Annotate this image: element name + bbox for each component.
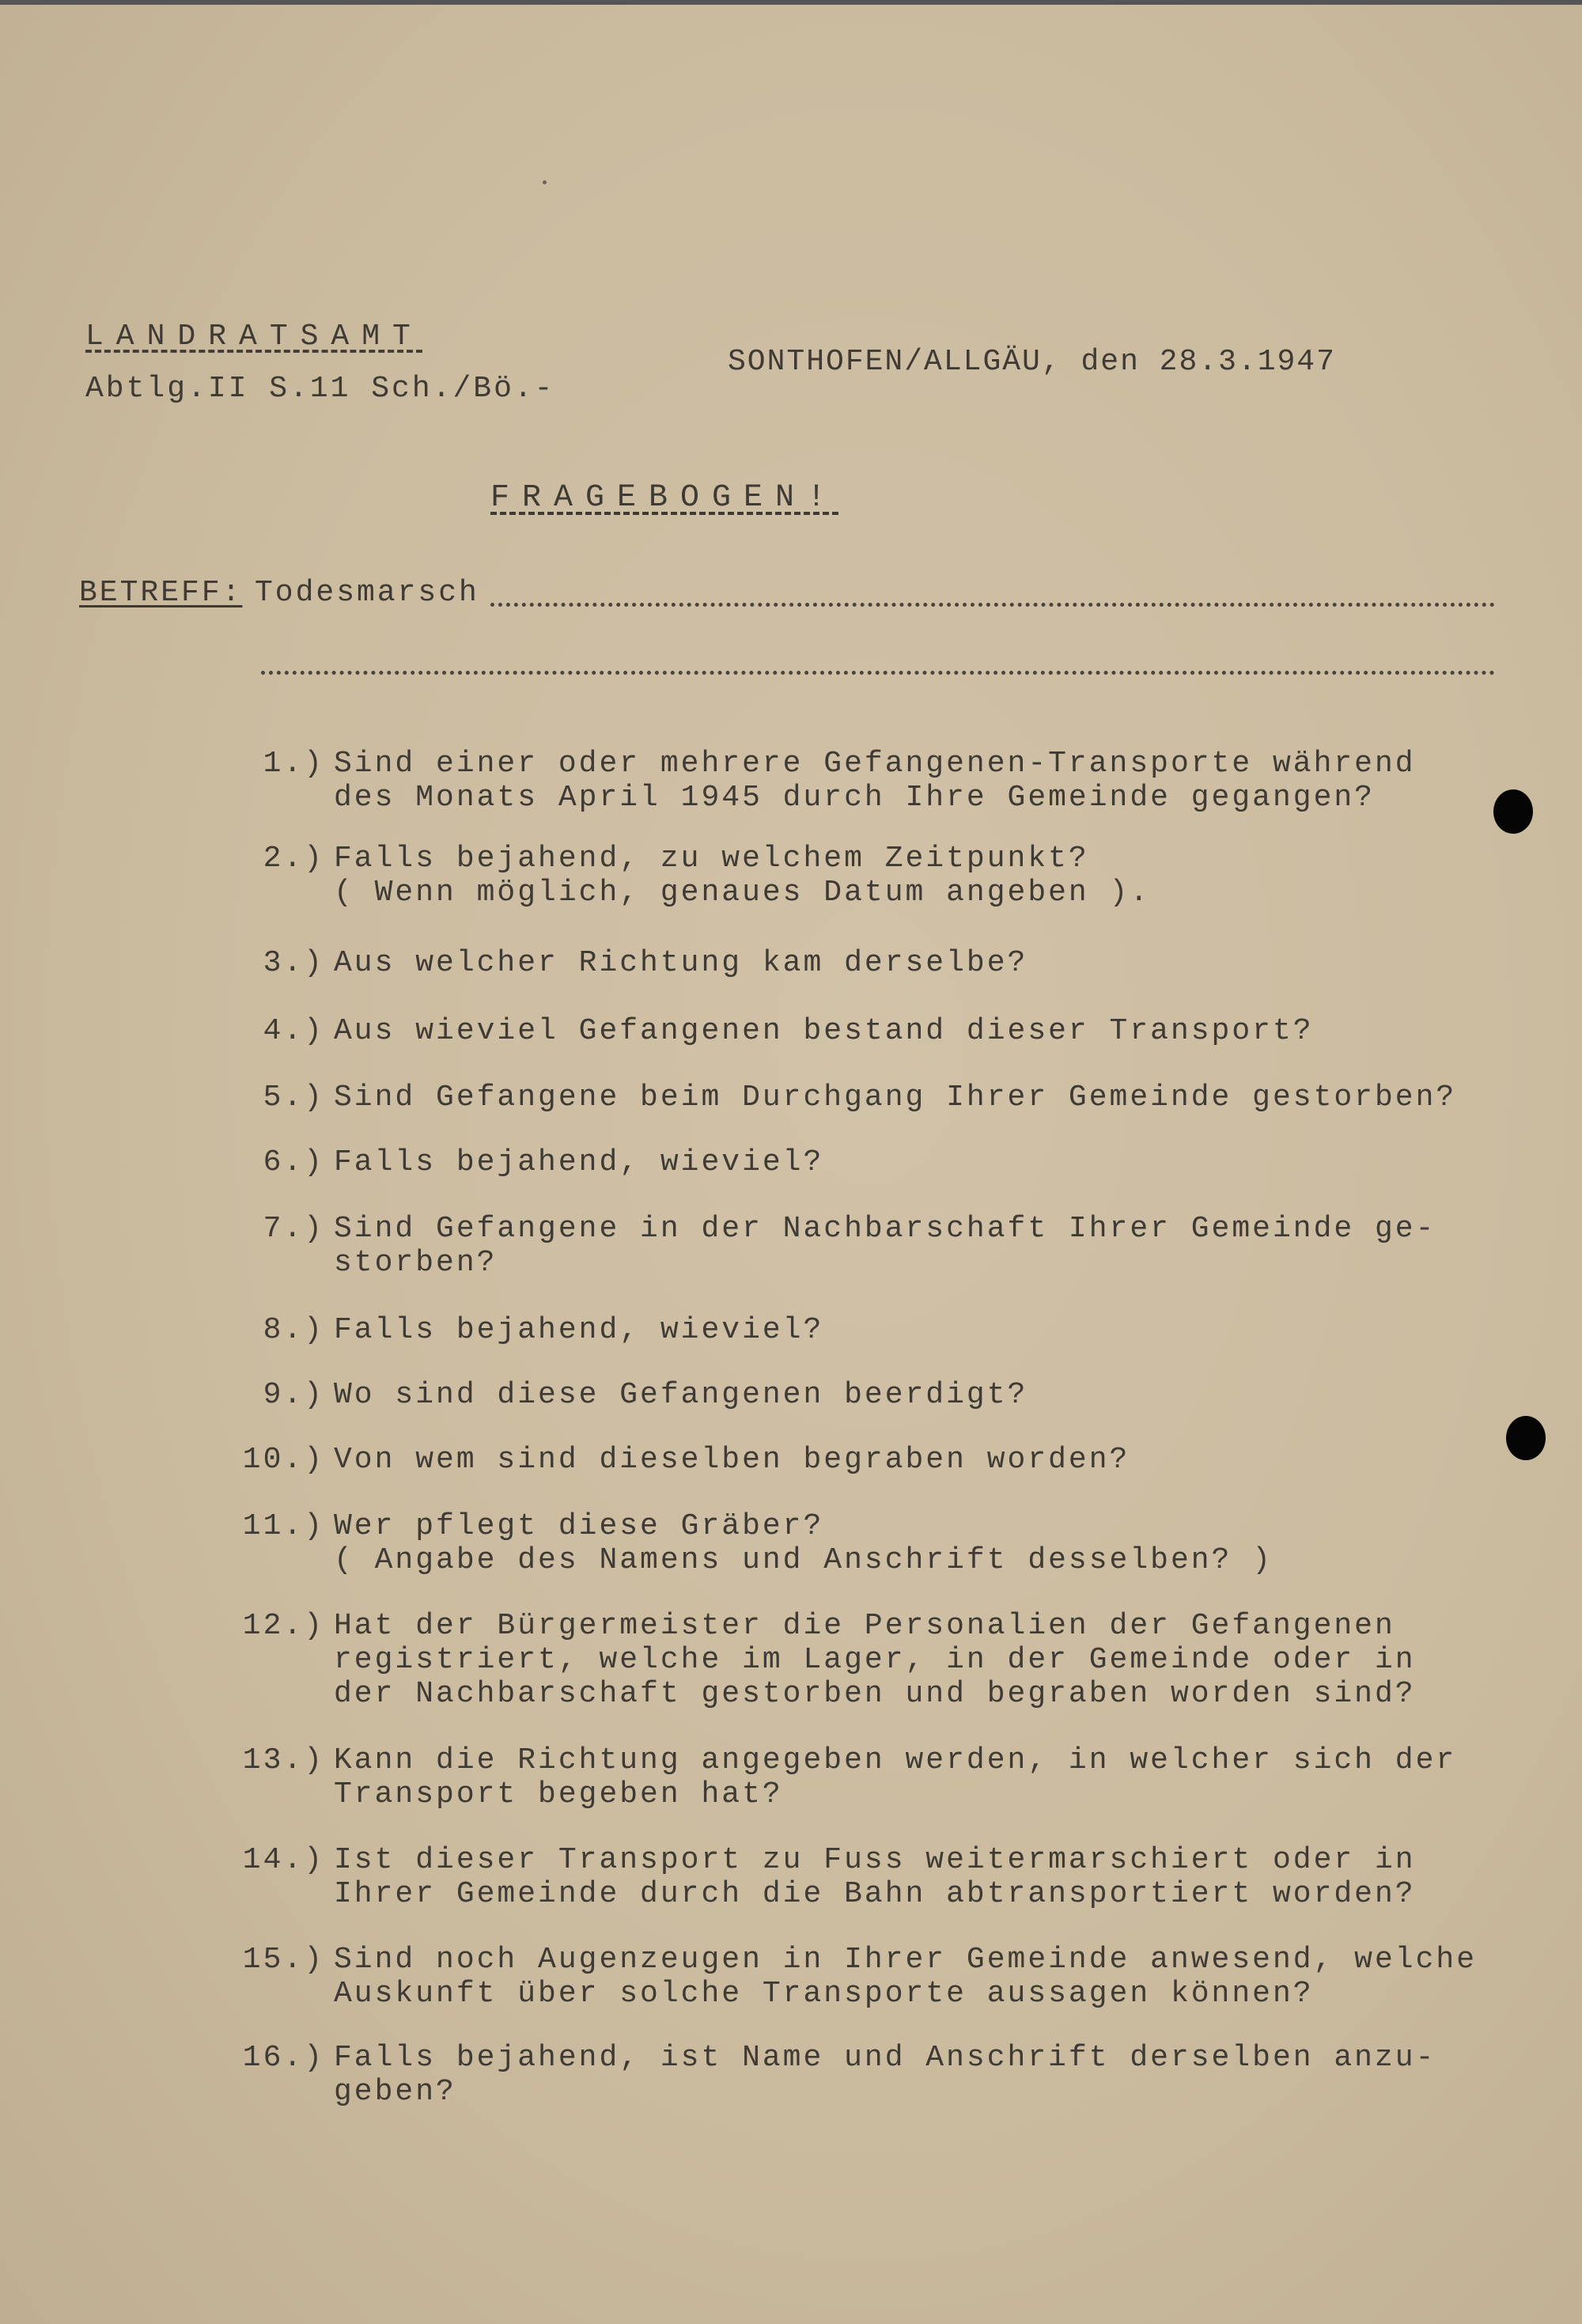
question-text: Von wem sind dieselben begraben worden? [334, 1443, 1130, 1477]
page-top-edge [0, 0, 1582, 5]
question-text: Sind einer oder mehrere Gefangenen-Transporte während des Monats April 1945 durch Ihre Gemeinde gegangen? [334, 747, 1416, 815]
form-title: FRAGEBOGEN! [490, 480, 839, 516]
question-number: 5.) [263, 1081, 324, 1115]
question-text: Falls bejahend, wieviel? [334, 1313, 824, 1347]
question-text: Falls bejahend, zu welchem Zeitpunkt? ( Wenn möglich, genaues Datum angeben ). [334, 842, 1151, 910]
question-number: 3.) [263, 946, 324, 980]
subject-fill-line [490, 603, 1495, 607]
question-number: 14.) [242, 1843, 324, 1877]
question-text: Falls bejahend, wieviel? [334, 1145, 824, 1179]
question-text: Wo sind diese Gefangenen beerdigt? [334, 1378, 1028, 1412]
question-text: Hat der Bürgermeister die Personalien der Gefangenen registriert, welche im Lager, in der Gemeinde oder in der Nachbarschaft gestorben und begraben worden sind? [334, 1609, 1416, 1711]
subject-label: BETREFF: [79, 576, 243, 610]
question-number: 6.) [263, 1145, 324, 1179]
question-number: 2.) [263, 842, 324, 876]
punch-hole [1506, 1416, 1546, 1460]
subject-fill-line-2 [261, 671, 1495, 675]
question-text: Sind Gefangene in der Nachbarschaft Ihrer Gemeinde ge- storben? [334, 1212, 1436, 1280]
office-heading: LANDRATSAMT [85, 320, 423, 354]
question-number: 10.) [242, 1443, 324, 1477]
question-number: 13.) [242, 1743, 324, 1777]
question-text: Ist dieser Transport zu Fuss weitermarschiert oder in Ihrer Gemeinde durch die Bahn abtransportiert worden? [334, 1843, 1416, 1911]
question-number: 16.) [242, 2041, 324, 2075]
subject-value: Todesmarsch [255, 576, 479, 610]
question-number: 9.) [263, 1378, 324, 1412]
question-text: Kann die Richtung angegeben werden, in welcher sich der Transport begeben hat? [334, 1743, 1457, 1811]
reference-line: Abtlg.II S.11 Sch./Bö.- [85, 372, 555, 406]
paper-speck [543, 180, 547, 184]
question-number: 11.) [242, 1509, 324, 1543]
punch-hole [1493, 789, 1533, 834]
place-date: SONTHOFEN/ALLGÄU, den 28.3.1947 [728, 345, 1336, 379]
question-number: 8.) [263, 1313, 324, 1347]
question-number: 4.) [263, 1014, 324, 1048]
question-number: 12.) [242, 1609, 324, 1643]
question-number: 15.) [242, 1943, 324, 1977]
question-number: 1.) [263, 747, 324, 781]
question-text: Sind noch Augenzeugen in Ihrer Gemeinde anwesend, welche Auskunft über solche Transporte aussagen können? [334, 1943, 1478, 2011]
question-text: Falls bejahend, ist Name und Anschrift derselben anzu- geben? [334, 2041, 1436, 2109]
question-text: Aus welcher Richtung kam derselbe? [334, 946, 1028, 980]
question-text: Aus wieviel Gefangenen bestand dieser Transport? [334, 1014, 1314, 1048]
question-text: Wer pflegt diese Gräber? ( Angabe des Namens und Anschrift desselben? ) [334, 1509, 1273, 1577]
question-text: Sind Gefangene beim Durchgang Ihrer Gemeinde gestorben? [334, 1081, 1457, 1115]
question-number: 7.) [263, 1212, 324, 1246]
